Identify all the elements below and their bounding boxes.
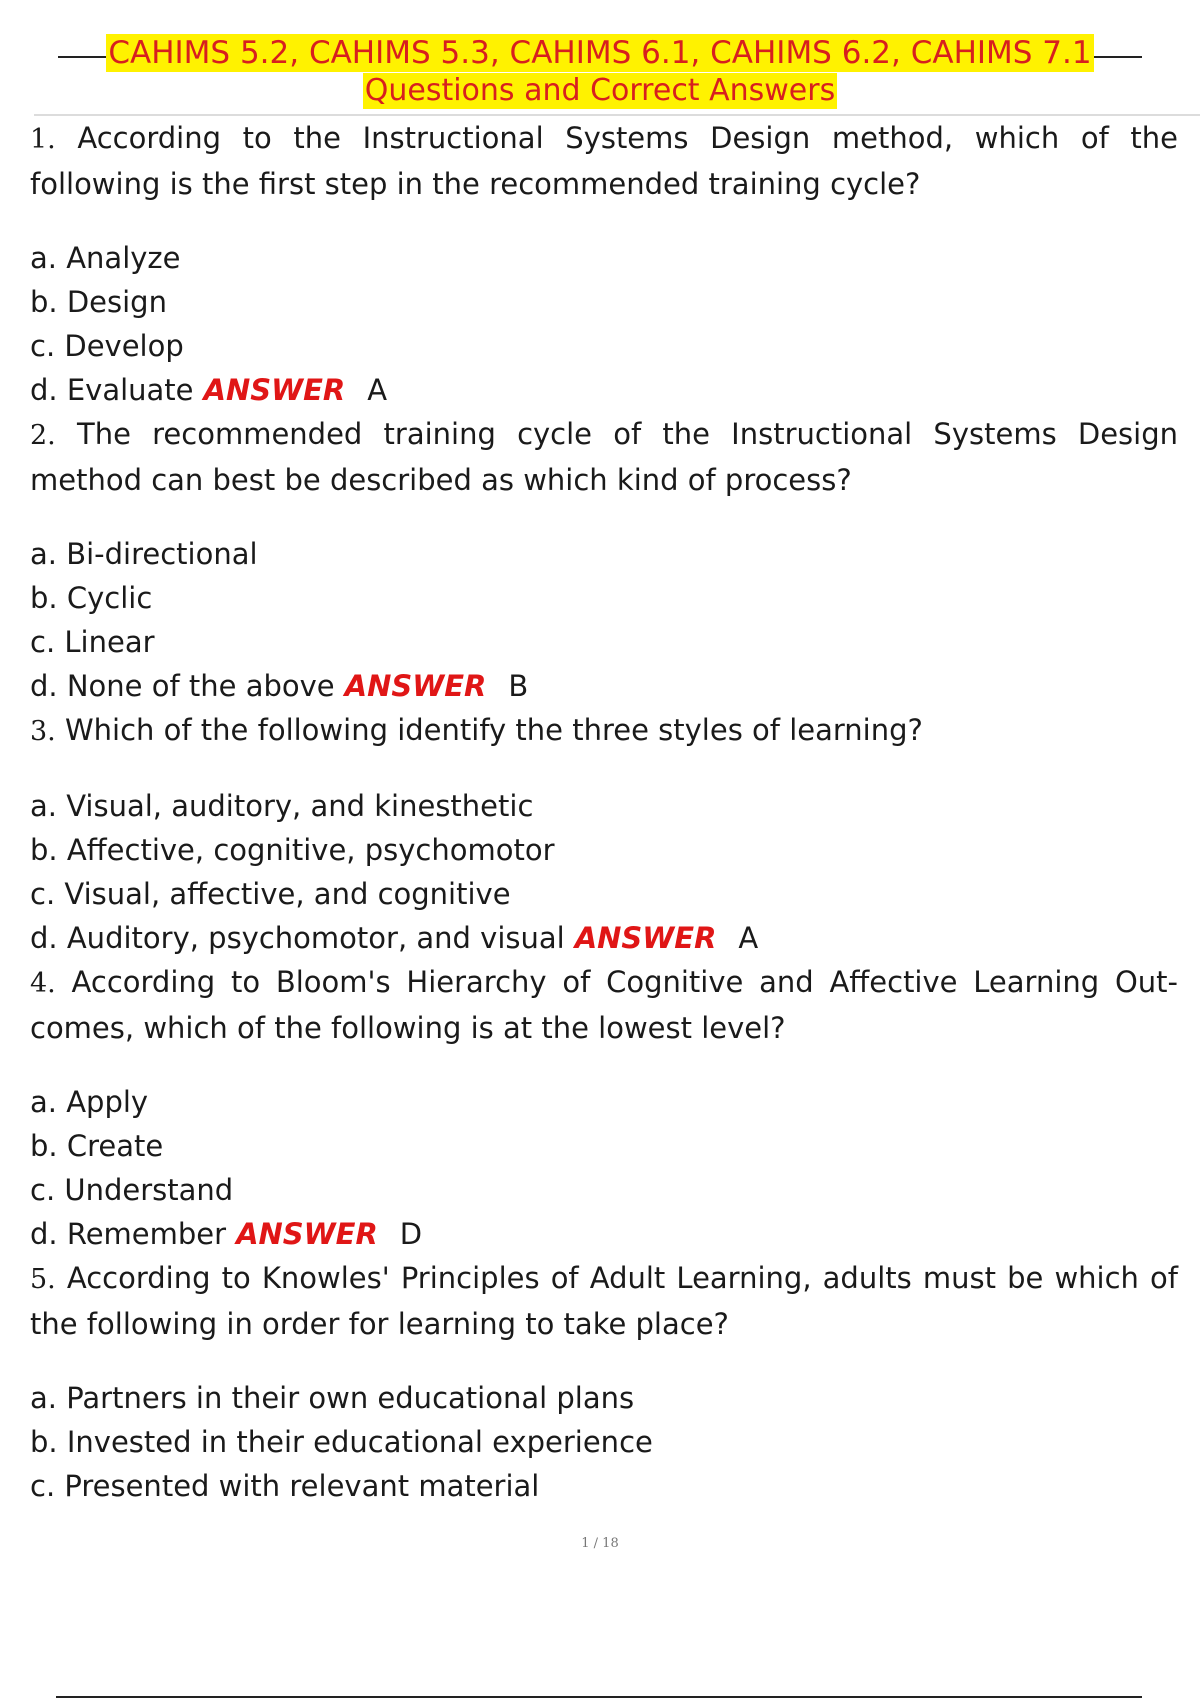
option-b: b. Design [30,285,167,319]
option-b: b. Affective, cognitive, psychomotor [30,833,555,867]
option-list [30,1080,1178,1256]
answer-value: A [367,373,388,407]
question-body: According to Bloom's Hierarchy of Cognitive and Affective Learning Out- comes, which of the following is at the lowest level? [30,965,1178,1045]
question-4 [30,960,1178,1256]
option-a: a. Bi-directional [30,537,258,571]
option-d [30,1212,1178,1256]
document-title [0,34,1200,72]
option-c: c. Linear [30,625,155,659]
option-d [30,664,1178,708]
question-number: 5. [30,1264,56,1295]
question-text [30,960,1178,1050]
option-list [30,532,1178,708]
question-body: The recommended training cycle of the Instructional Systems Design method can best be described as which kind of process? [30,417,1179,497]
question-list [30,116,1178,1508]
option-a: a. Apply [30,1085,149,1119]
question-2 [30,412,1178,708]
answer-label: ANSWER [574,921,717,955]
question-number: 4. [30,968,56,999]
answer-label: ANSWER [203,373,346,407]
question-number: 1. [30,124,56,155]
option-d-text: d. Evaluate [30,373,194,407]
answer-label: ANSWER [236,1217,378,1251]
option-list [30,1376,1178,1508]
option-list [30,236,1178,412]
question-3 [30,708,1178,960]
option-c: c. Presented with relevant material [30,1469,540,1503]
question-text [30,116,1178,206]
answer-label: ANSWER [344,669,487,703]
document-subtitle [0,73,1200,109]
option-d [30,916,1178,960]
question-text [30,1256,1178,1346]
option-d-text: d. None of the above [30,669,335,703]
option-c: c. Develop [30,329,184,363]
answer-value: B [508,669,529,703]
page-indicator: 1 / 18 [581,1536,619,1551]
option-a: a. Partners in their own educational plans [30,1381,635,1415]
footer-rule [56,1696,1142,1698]
answer-value: D [399,1217,423,1251]
option-d [30,368,1178,412]
title-line-1: CAHIMS 5.2, CAHIMS 5.3, CAHIMS 6.1, CAHIMS 6.2, CAHIMS 7.1 [108,35,1092,71]
option-d-text: d. Remember [30,1217,227,1251]
option-list [30,784,1178,960]
title-line-2: Questions and Correct Answers [364,73,836,108]
question-1 [30,116,1178,412]
question-body: According to Knowles' Principles of Adult Learning, adults must be which of the following in order for learning to take place? [30,1261,1179,1341]
option-b: b. Cyclic [30,581,153,615]
question-body: Which of the following identify the three styles of learning? [64,713,923,747]
option-b: b. Create [30,1129,164,1163]
answer-value: A [738,921,759,955]
question-5 [30,1256,1178,1508]
question-text [30,708,1178,754]
option-b: b. Invested in their educational experience [30,1425,653,1459]
option-d-text: d. Auditory, psychomotor, and visual [30,921,565,955]
question-body: According to the Instructional Systems Design method, which of the following is the first step in the recommended training cycle? [30,121,1178,201]
question-number: 3. [30,716,56,747]
option-c: c. Understand [30,1173,234,1207]
option-a: a. Visual, auditory, and kinesthetic [30,789,534,823]
question-number: 2. [30,420,56,451]
option-c: c. Visual, affective, and cognitive [30,877,511,911]
option-a: a. Analyze [30,241,181,275]
question-text [30,412,1178,502]
